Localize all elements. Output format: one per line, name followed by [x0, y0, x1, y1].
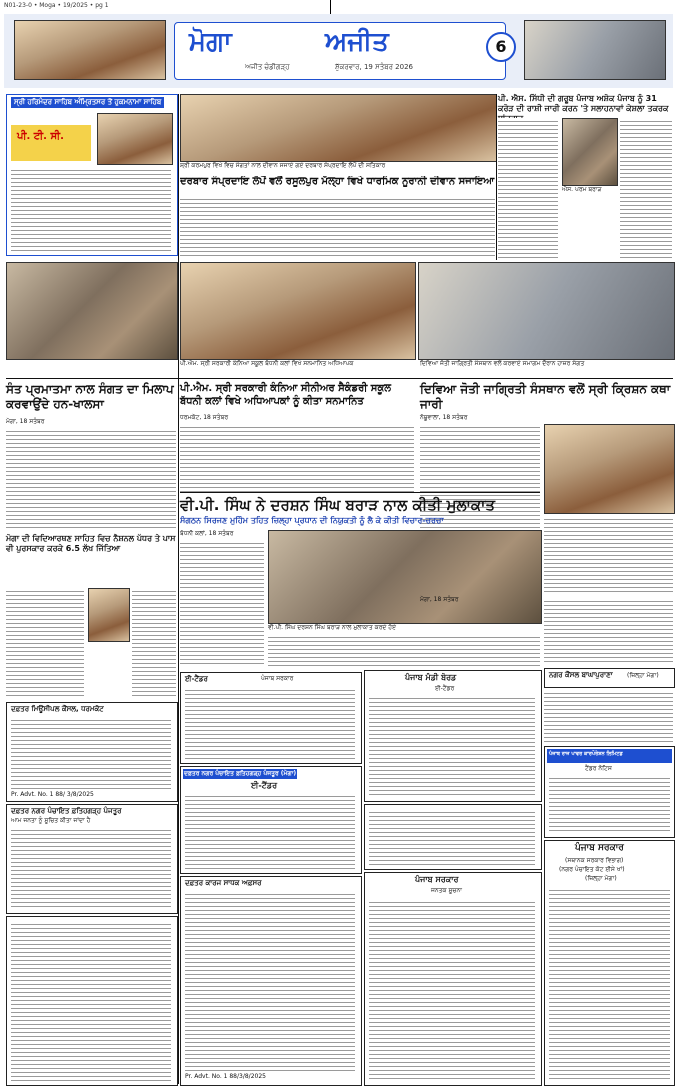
main-meeting-photo [268, 530, 542, 624]
ad3-title: ਈ-ਟੈਂਡਰ [185, 675, 208, 683]
article-left-3 [6, 588, 84, 698]
footer-ad-number: Pr. Advt. No. 1 88/3/8/2025 [185, 1073, 266, 1080]
ad-nagar-panchayat-2 [180, 766, 362, 874]
ad4-title: ਦਫ਼ਤਰ ਨਗਰ ਪੰਚਾਇਤ ਫ਼ਤਿਹਗੜ੍ਹ ਪੰਜਤੂਰ (ਮੋਗਾ) [184, 770, 297, 777]
headline-main: ਵੀ.ਪੀ. ਸਿੰਘ ਨੇ ਦਰਸ਼ਨ ਸਿੰਘ ਬਰਾੜ ਨਾਲ ਕੀਤੀ ਮੁਲਾਕਾਤ [180, 496, 496, 514]
headline-center-1: ਦਰਬਾਰ ਸੰਪ੍ਰਦਾਇ ਲੋਪੋਂ ਵਲੋਂ ਰਸੂਲਪੁਰ ਮੱਲ੍ਹਾ ਵਿਖੇ ਧਾਰਮਿਕ ਨੂਰਾਨੀ ਦੀਵਾਨ ਸਜਾਇਆ [180, 176, 495, 187]
byline-5: ਮੋਗਾ, 18 ਸਤੰਬਰ [420, 596, 459, 603]
sangat-photo [180, 94, 497, 162]
ad5-title: ਪੰਜਾਬ ਮੰਡੀ ਬੋਰਡ [405, 673, 457, 682]
katha-photo-2 [544, 424, 675, 514]
masthead-date: ਸ਼ੁੱਕਰਵਾਰ, 19 ਸਤੰਬਰ 2026 [335, 63, 413, 71]
temple-photo-right [524, 20, 666, 80]
ad-mid-2-text [369, 809, 535, 865]
caption-portrait: ਐਸ. ਪਰਮ ਬਰਾੜ [562, 186, 602, 193]
ad1-text [11, 717, 171, 789]
page-number: 6 [486, 32, 516, 62]
ad6-text [549, 775, 670, 833]
ad7-sub2: (ਨਗਰ ਪੰਚਾਇਤ ਕੋਟ ਈਸੇ ਖਾਂ) [559, 866, 625, 873]
article-top-right-col1 [498, 118, 558, 258]
ad-pspcl [544, 746, 675, 838]
portrait-photo [562, 118, 618, 186]
ad-public-notice [364, 872, 542, 1086]
ad4-body: ਈ-ਟੈਂਡਰ [251, 781, 278, 790]
byline-2: ਧਰਮਕੋਟ, 18 ਸਤੰਬਰ [180, 414, 229, 421]
ad9-sub: (ਜ਼ਿਲ੍ਹਾ ਮੋਗਾ) [627, 672, 659, 679]
ad10-title: ਦਫ਼ਤਰ ਕਾਰਜ ਸਾਧਕ ਅਫ਼ਸਰ [185, 879, 262, 887]
school-teachers-photo [180, 262, 416, 360]
ad5-text [369, 695, 535, 795]
masthead-paper: ਅਜੀਤ [325, 27, 389, 57]
ad7-sub3: (ਜ਼ਿਲ੍ਹਾ ਮੋਗਾ) [585, 875, 617, 882]
ad1-title: ਦਫ਼ਤਰ ਮਿਊਂਸੀਪਲ ਕੌਂਸਲ, ਧਰਮਕੋਟ [11, 705, 104, 713]
ad2-body: ਆਮ ਜਨਤਾ ਨੂੰ ਸੂਚਿਤ ਕੀਤਾ ਜਾਂਦਾ ਹੈ [11, 817, 91, 824]
ad6-body: ਟੈਂਡਰ ਨੋਟਿਸ [585, 765, 612, 772]
ad2-title: ਦਫ਼ਤਰ ਨਗਰ ਪੰਚਾਇਤ ਫ਼ਤਿਹਗੜ੍ਹ ਪੰਜਤੂਰ [11, 807, 122, 815]
masthead [4, 14, 673, 88]
ad9-title: ਨਗਰ ਕੌਂਸਲ ਬਾਘਾਪੁਰਾਣਾ [549, 671, 613, 679]
article-center-2 [180, 424, 414, 492]
hukamnama-title: ਸ੍ਰੀ ਹਰਿਮੰਦਰ ਸਾਹਿਬ ਅੰਮ੍ਰਿਤਸਰ ਤੋਂ ਹੁਕਮਨਾਮਾ ਸਾਹਿਬ [11, 97, 164, 108]
ad6-title: ਪੰਜਾਬ ਰਾਜ ਪਾਵਰ ਕਾਰਪੋਰੇਸ਼ਨ ਲਿਮਿਟਡ [549, 751, 623, 757]
ad-mandi-board [364, 670, 542, 802]
gurdwara-photo-left [14, 20, 166, 80]
ad-baghapurana [544, 668, 675, 688]
ad7-title: ਪੰਜਾਬ ਸਰਕਾਰ [575, 843, 624, 853]
ad8-title: ਪੰਜਾਬ ਸਰਕਾਰ [415, 875, 459, 884]
article-main-col [180, 540, 264, 666]
katha-photo [418, 262, 675, 360]
column-rule-2 [496, 94, 497, 260]
ad2-text [11, 827, 171, 909]
byline-3: ਨੱਥੂਵਾਲਾ, 18 ਸਤੰਬਰ [420, 414, 468, 421]
ad7-text [549, 887, 670, 1081]
ad-left-bottom-text [11, 921, 171, 1081]
ad-left-bottom [6, 916, 178, 1086]
headline-left-3: ਮੋਗਾ ਦੀ ਵਿਦਿਆਰਥਣ ਸਾਹਿਤ ਵਿਚ ਨੈਸ਼ਨਲ ਪੱਧਰ ਤੇ ਪਾਸ ਵੀ ਪੁਰਸਕਾਰ ਕਰਕੇ 6.5 ਲੱਖ ਜਿੱਤਿਆ [6, 534, 176, 553]
ad8-sub: ਜਨਤਕ ਸੂਚਨਾ [431, 887, 463, 894]
article-right-3 [544, 598, 673, 664]
ad4-text [185, 793, 355, 869]
student-photo [88, 588, 130, 642]
ad5-body: ਈ-ਟੈਂਡਰ [435, 685, 455, 692]
crop-mark [330, 0, 347, 14]
ad-municipal-dharamkot [6, 702, 178, 802]
byline-4: ਬੱਧਨੀ ਕਲਾਂ, 18 ਸਤੰਬਰ [180, 530, 234, 537]
masthead-title-box [174, 22, 506, 80]
ad3-text [185, 687, 355, 759]
headline-center-2: ਪੀ.ਐਮ. ਸ੍ਰੀ ਸਰਕਾਰੀ ਕੰਨਿਆ ਸੀਨੀਅਰ ਸੈਕੰਡਰੀ ਸਕੂਲ ਬੱਧਨੀ ਕਲਾਂ ਵਿਖੇ ਅਧਿਆਪਕਾਂ ਨੂੰ ਕੀਤਾ ਸਨਮਾਨਿਤ [180, 383, 392, 407]
ad-mid-2 [364, 804, 542, 870]
byline-1: ਮੋਗਾ, 18 ਸਤੰਬਰ [6, 418, 45, 425]
caption-photo-right: ਦਿਵਿਆ ਜੋਤੀ ਜਾਗ੍ਰਿਤੀ ਸੰਸਥਾਨ ਵਲੋਂ ਕਰਵਾਏ ਸਮਾਗਮ ਦੌਰਾਨ ਹਾਜ਼ਰ ਸੰਗਤ [420, 360, 585, 367]
hukamnama-tag: ਪੀ. ਟੀ. ਸੀ. [17, 131, 64, 142]
ad-center-bottom [180, 876, 362, 1086]
print-info: N01-23-0 • Moga • 19/2025 • pg 1 [4, 2, 109, 9]
hukamnama-box [6, 94, 178, 256]
masthead-city: ਮੋਗਾ [189, 27, 232, 57]
headline-left-2: ਸੰਤ ਪ੍ਰਮਾਤਮਾ ਨਾਲ ਸੰਗਤ ਦਾ ਮਿਲਾਪ ਕਰਵਾਉਂਦੇ ਹਨ-ਖਾਲਸਾ [6, 382, 174, 411]
article-right-2b [544, 516, 673, 594]
headline-main-sub: ਸੰਗਠਨ ਸਿਰਜਣ ਮੁਹਿੰਮ ਤਹਿਤ ਜ਼ਿਲ੍ਹਾ ਪ੍ਰਧਾਨ ਦੀ ਨਿਯੁਕਤੀ ਨੂੰ ਲੈ ਕੇ ਕੀਤੀ ਵਿਚਾਰ-ਚਰਚਾ [180, 516, 444, 525]
ad3-body: ਪੰਜਾਬ ਸਰਕਾਰ [261, 675, 294, 682]
ad-punjab-sarkar [544, 840, 675, 1086]
golden-temple-photo [97, 113, 173, 165]
masthead-sub: ਅਜੀਤ ਚੰਡੀਗੜ੍ਹ [245, 63, 290, 71]
row-rule-2 [180, 492, 540, 493]
article-center-1 [180, 196, 495, 258]
hukamnama-text [11, 167, 171, 251]
ad1-footer: Pr. Advt. No. 1 88/ 3/8/2025 [11, 791, 94, 798]
ad-etender-1 [180, 672, 362, 764]
sant-photo [6, 262, 178, 360]
ad7-sub: (ਸਥਾਨਕ ਸਰਕਾਰ ਵਿਭਾਗ) [565, 857, 624, 864]
article-left-2 [6, 428, 176, 528]
caption-photo-mid: ਪੀ.ਐਮ. ਸ੍ਰੀ ਸਰਕਾਰੀ ਕੰਨਿਆ ਸਕੂਲ ਬੱਧਨੀ ਕਲਾਂ ਵਿਖੇ ਸਨਮਾਨਿਤ ਅਧਿਆਪਕ [180, 360, 354, 367]
caption-photo1: ਸ਼੍ਰੀ ਕਰਮਪੁਰ ਵਿਖੇ ਵਿਚ ਸੰਗਤਾਂ ਨਾਲ ਦੀਵਾਨ ਸਜਾਏ ਗਏ ਦਰਬਾਰ ਸੰਪ੍ਰਦਾਇ ਲੋਪੋਂ ਦੀ ਸਤਿਕਾਰ [180, 162, 386, 169]
ad10-text [185, 891, 355, 1071]
row-rule-1 [6, 378, 673, 379]
article-top-right-col2 [620, 118, 672, 258]
ad9-text [544, 690, 673, 742]
caption-photo-main: ਵੀ.ਪੀ. ਸਿੰਘ ਦਰਸ਼ਨ ਸਿੰਘ ਬਰਾੜ ਨਾਲ ਮੁਲਾਕਾਤ ਕਰਦੇ ਹੋਏ [268, 624, 396, 631]
ad-nagar-panchayat-1 [6, 804, 178, 914]
column-rule-1 [178, 94, 179, 1084]
article-left-3b [132, 588, 176, 698]
article-main-col2 [268, 634, 540, 666]
headline-right-2: ਦਿਵਿਆ ਜੋਤੀ ਜਾਗ੍ਰਿਤੀ ਸੰਸਥਾਨ ਵਲੋਂ ਸ੍ਰੀ ਕ੍ਰਿਸ਼ਨ ਕਥਾ ਜਾਰੀ [420, 382, 671, 411]
ad8-text [369, 899, 535, 1079]
headline-top-right: ਪੀ. ਐਸ. ਸਿੱਧੀ ਦੀ ਗਰੂਬ ਪੰਜਾਬ ਅਸ਼ੋਕ ਪੰਜਾਬ ਨੂੰ 31 ਕਰੋੜ ਦੀ ਰਾਸ਼ੀ ਜਾਰੀ ਕਰਨ 'ਤੇ ਸਲਾਹਨਾਵਾਂ ਕੇਸ਼ਲਾ ਤਕਰਕ [498, 94, 669, 113]
